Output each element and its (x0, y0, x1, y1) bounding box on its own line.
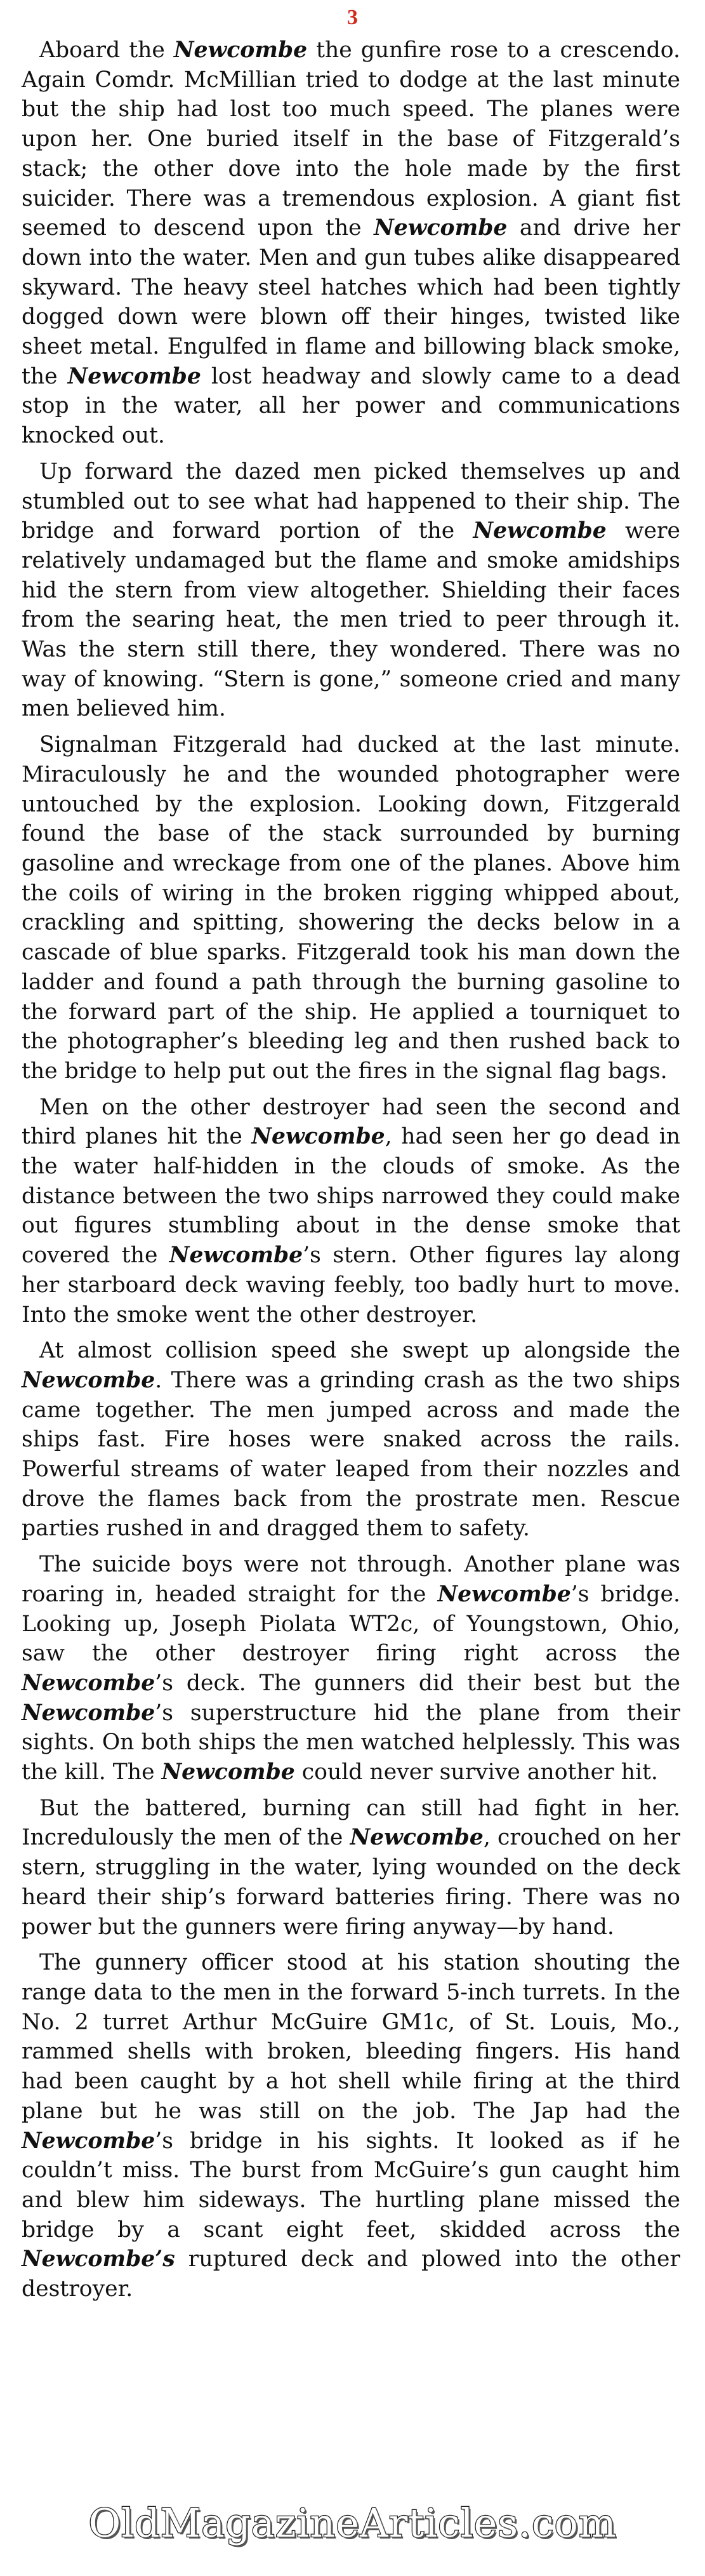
text-run: and drive her down into the water. Men and gun tubes alike disappeared skyward. The heavy steel hatches which had been tightly dogged down were blown off their hinges, twisted like sheet metal. Engulfed in flame and billowing black smoke, the (22, 215, 680, 389)
ship-name-italic: Newcombe (22, 1367, 155, 1393)
text-run: . There was a grinding crash as the two ships came together. The men jumped across and made the ships fast. Fire hoses were snaked across the rails. Powerful streams of water leaped from their nozzles and drove the flames back from the prostrate men. Rescue parties rushed in and dragged them to safety. (22, 1367, 680, 1542)
article-paragraph (22, 1093, 680, 1330)
text-run: But the battered, burning can still had fight in her. Incredulously the men of the (22, 1795, 680, 1851)
text-run: ’s bridge in his sights. It looked as if he couldn’t miss. The burst from McGuire’s gun caught him and blew him sideways. The hurtling plane missed the bridge by a scant eight feet, skidded across the (22, 2128, 680, 2243)
text-run: ruptured deck and plowed into the other destroyer. (22, 2246, 680, 2302)
text-run: , crouched on her stern, struggling in the water, lying wounded on the deck heard their ship’s forward batteries firing. There was no power but the gunners were firing anyway—by hand. (22, 1825, 680, 1940)
ship-name-italic: Newcombe (169, 1243, 303, 1269)
ship-name-italic: Newcombe (374, 215, 508, 241)
ship-name-italic: Newcombe (22, 2128, 155, 2154)
article-paragraph (22, 730, 680, 1086)
ship-name-italic: Newcombe (22, 1700, 155, 1726)
ship-name-italic: Newcombe (173, 37, 308, 63)
article-paragraph (22, 1336, 680, 1544)
article-paragraph (22, 1948, 680, 2304)
text-run: ’s superstructure hid the plane from their sights. On both ships the men watched helplessly. This was the kill. The (22, 1700, 680, 1785)
text-run: The gunnery officer stood at his station shouting the range data to the men in the forward 5-inch turrets. In the No. 2 turret Arthur McGuire GM1c, of St. Louis, Mo., rammed shells with broken, bleeding fingers. His hand had been caught by a hot shell while firing at the third plane but he was still on the job. The Jap had the (22, 1950, 680, 2124)
text-run: , had seen her go dead in the water half-hidden in the clouds of smoke. As the distance between the two ships narrowed they could make out figures stumbling about in the dense smoke that covered the (22, 1124, 680, 1269)
text-run: The suicide boys were not through. Another plane was roaring in, headed straight for the (22, 1552, 680, 1607)
text-run: were relatively undamaged but the flame and smoke amidships hid the stern from view altogether. Shielding their faces from the searing heat, the men tried to peer through it. Was the stern still there, they wondered. There was no way of knowing. “Stern is gone,” someone cried and many men believed him. (22, 518, 681, 722)
text-run: Men on the other destroyer had seen the second and third planes hit the (22, 1094, 680, 1150)
ship-name-italic: Newcombe (350, 1825, 484, 1851)
text-run: Signalman Fitzgerald had ducked at the last minute. Miraculously he and the wounded photographer were untouched by the explosion. Looking down, Fitzgerald found the base of the stack surrounded by burning gasoline and wreckage from one of the planes. Above him the coils of wiring in the broken rigging whipped about, crackling and spitting, showering the decks below in a cascade of blue sparks. Fitzgerald took his man down the ladder and found a path through the burning gasoline to the forward part of the ship. He applied a tourniquet to the photographer’s bleeding leg and then rushed back to the bridge to help put out the fires in the signal flag bags. (22, 732, 680, 1084)
article-paragraph (22, 457, 680, 724)
ship-name-italic: Newcombe (437, 1581, 571, 1607)
article-paragraph (22, 36, 680, 451)
text-run: ’s bridge. Looking up, Joseph Piolata WT2c, of Youngstown, Ohio, saw the other destroyer firing right across the (22, 1581, 680, 1667)
page-number: 3 (347, 6, 358, 29)
ship-name-italic: Newcombe (22, 1670, 155, 1696)
text-run: Up forward the dazed men picked themselves up and stumbled out to see what had happened to their ship. The bridge and forward portion of the (22, 458, 680, 544)
text-run: could never survive another hit. (294, 1759, 658, 1785)
ship-name-italic: Newcombe’s (22, 2246, 175, 2272)
text-run: the gunfire rose to a crescendo. Again Comdr. McMillian tried to dodge at the last minute but the ship had lost too much speed. The planes were upon her. One buried itself in the base of Fitzgerald’s stack; the other dove into the hole made by the first suicider. There was a tremendous explosion. A giant fist seemed to descend upon the (22, 37, 680, 241)
ship-name-italic: Newcombe (251, 1124, 385, 1150)
text-run: lost headway and slowly came to a dead stop in the water, all her power and communications knocked out. (22, 363, 681, 449)
text-run: Aboard the (39, 37, 174, 63)
text-run: ’s stern. Other figures lay along her starboard deck waving feebly, too badly hurt to move. Into the smoke went the other destroyer. (22, 1243, 681, 1328)
text-run: ’s deck. The gunners did their best but the (155, 1670, 680, 1696)
site-watermark: OldMagazineArticles.com (88, 2500, 617, 2546)
ship-name-italic: Newcombe (161, 1759, 295, 1785)
article-paragraph (22, 1550, 680, 1787)
ship-name-italic: Newcombe (473, 518, 607, 544)
article-paragraph (22, 1794, 680, 1942)
ship-name-italic: Newcombe (67, 363, 201, 389)
text-run: At almost collision speed she swept up alongside the (39, 1338, 680, 1364)
article-body (22, 36, 680, 2311)
